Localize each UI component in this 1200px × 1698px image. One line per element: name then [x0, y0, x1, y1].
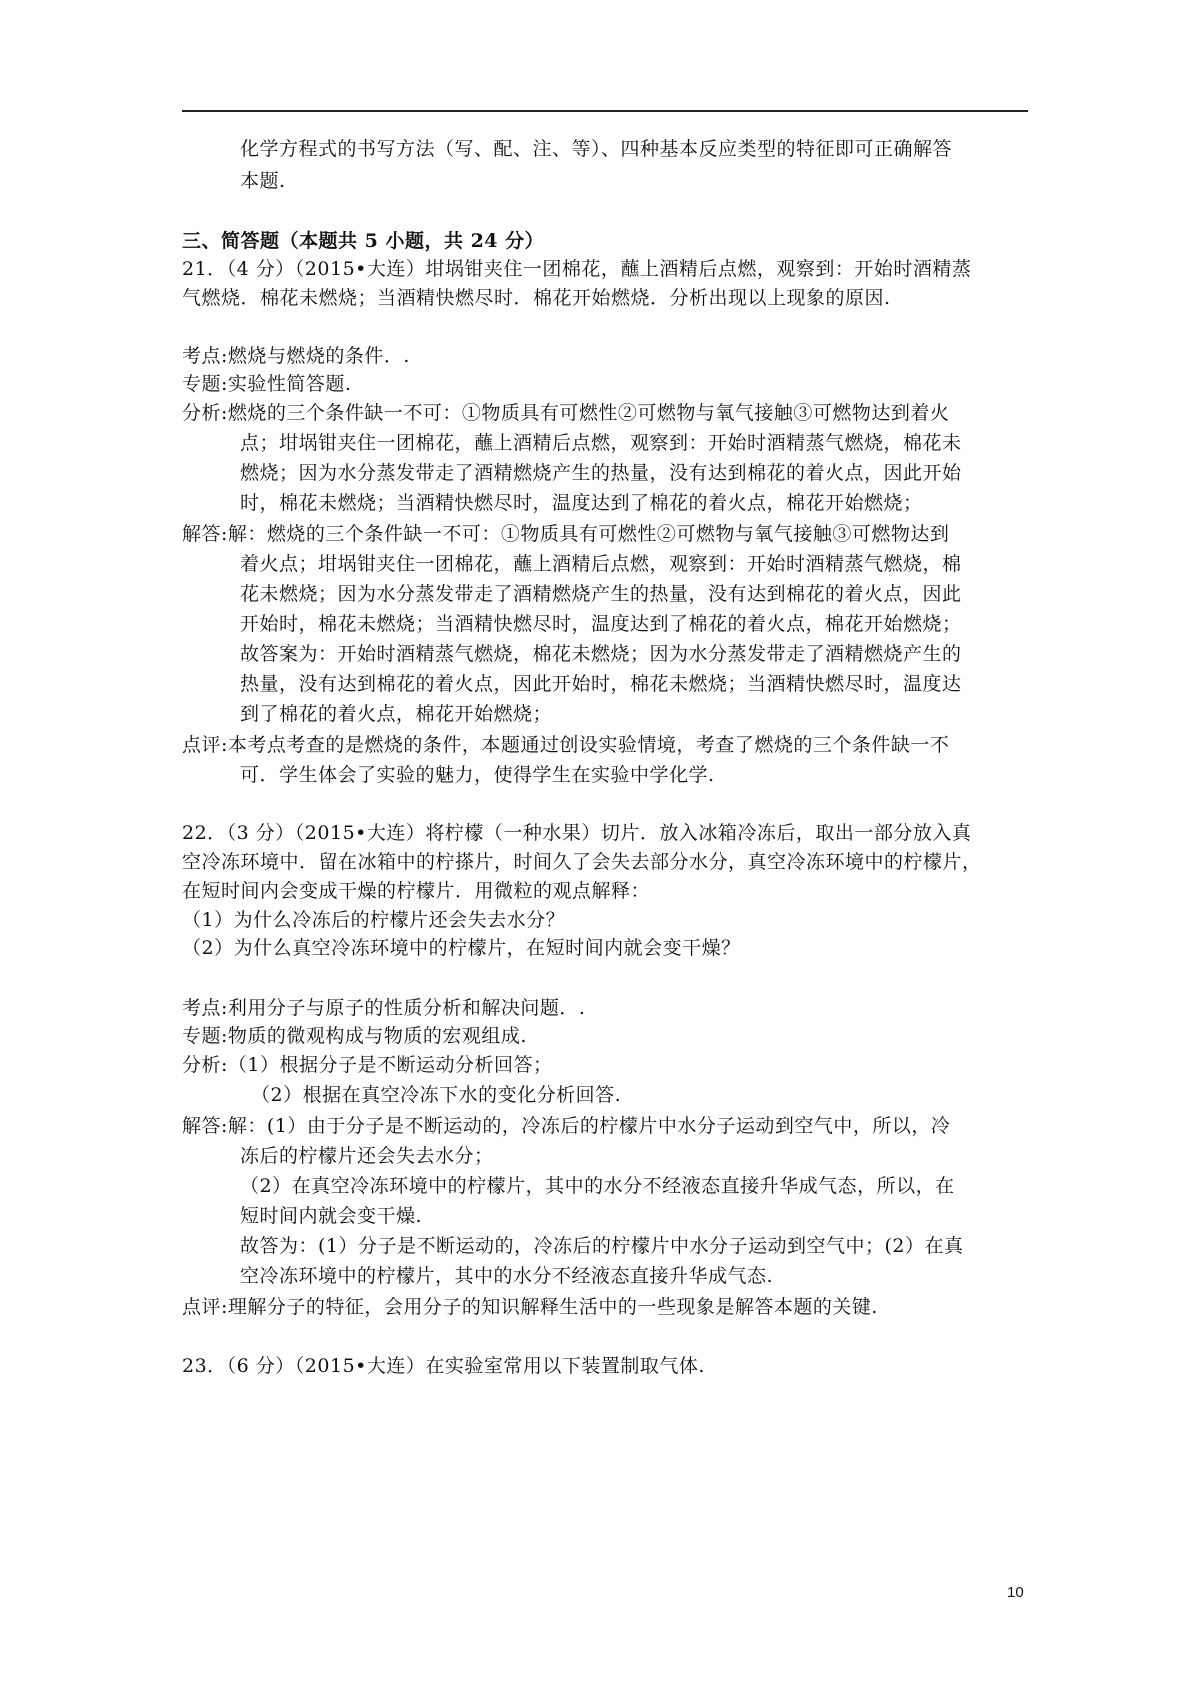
- q22-fenxi: （2）根据在真空冷冻下水的变化分析回答.: [251, 1084, 622, 1106]
- question-22-stem: 空冷冻环境中．留在冰箱中的柠搽片，时间久了会失去部分水分，真空冷冻环境中的柠檬片，: [182, 851, 982, 873]
- q22-jieda: 短时间内就会变干燥.: [240, 1205, 423, 1227]
- continuation-line: 本题.: [240, 170, 286, 192]
- q22-jieda: 故答为：(1）分子是不断运动的，冷冻后的柠檬片中水分子运动到空气中；(2）在真: [240, 1235, 964, 1257]
- q21-zhuanti: 专题:实验性简答题.: [182, 373, 352, 395]
- q21-dianping: 可．学生体会了实验的魅力，使得学生在实验中学化学.: [240, 764, 715, 786]
- q21-jieda: 开始时，棉花未燃烧；当酒精快燃尽时，温度达到了棉花的着火点，棉花开始燃烧；: [240, 613, 962, 635]
- question-23-stem: 23．（6 分）（2015•大连）在实验室常用以下装置制取气体.: [182, 1355, 705, 1377]
- q22-kaodian: 考点:利用分子与原子的性质分析和解决问题．.: [182, 997, 586, 1019]
- q21-jieda: 着火点；坩埚钳夹住一团棉花，蘸上酒精后点燃，观察到：开始时酒精蒸气燃烧，棉: [240, 553, 962, 575]
- section-title: 三、简答题（本题共 5 小题，共 24 分）: [182, 230, 545, 252]
- header-rule: [182, 110, 1028, 112]
- q21-jieda: 解答:解：燃烧的三个条件缺一不可：①物质具有可燃性②可燃物与氧气接触③可燃物达到: [182, 523, 950, 545]
- q22-jieda: （2）在真空冷冻环境中的柠檬片，其中的水分不经液态直接升华成气态，所以，在: [240, 1175, 955, 1197]
- q22-dianping: 点评:理解分子的特征，会用分子的知识解释生活中的一些现象是解答本题的关键.: [182, 1296, 878, 1318]
- q21-kaodian: 考点:燃烧与燃烧的条件．.: [182, 345, 410, 367]
- q21-fenxi: 时，棉花未燃烧；当酒精快燃尽时，温度达到了棉花的着火点，棉花开始燃烧；: [240, 492, 923, 514]
- q21-fenxi: 分析:燃烧的三个条件缺一不可：①物质具有可燃性②可燃物与氧气接触③可燃物达到着火: [182, 402, 950, 424]
- question-22-stem: （1）为什么冷冻后的柠檬片还会失去水分？: [182, 909, 566, 931]
- q22-jieda: 冻后的柠檬片还会失去水分；: [240, 1145, 494, 1167]
- q21-jieda: 故答案为：开始时酒精蒸气燃烧，棉花未燃烧；因为水分蒸发带走了酒精燃烧产生的: [240, 643, 962, 665]
- q21-jieda: 热量，没有达到棉花的着火点，因此开始时，棉花未燃烧；当酒精快燃尽时，温度达: [240, 673, 962, 695]
- question-22-stem: 22．（3 分）（2015•大连）将柠檬（一种水果）切片．放入冰箱冷冻后，取出一部分放入真: [182, 822, 972, 844]
- q22-jieda: 解答:解：(1）由于分子是不断运动的，冷冻后的柠檬片中水分子运动到空气中，所以，冷: [182, 1115, 951, 1137]
- continuation-line: 化学方程式的书写方法（写、配、注、等）、四种基本反应类型的特征即可正确解答: [240, 138, 953, 160]
- q21-fenxi: 点；坩埚钳夹住一团棉花，蘸上酒精后点燃，观察到：开始时酒精蒸气燃烧，棉花未: [240, 432, 962, 454]
- q21-jieda: 到了棉花的着火点，棉花开始燃烧；: [240, 703, 553, 725]
- q21-dianping: 点评:本考点考查的是燃烧的条件，本题通过创设实验情境，考查了燃烧的三个条件缺一不: [182, 734, 950, 756]
- question-21-stem: 21．（4 分）（2015•大连）坩埚钳夹住一团棉花，蘸上酒精后点燃，观察到：开始时酒精蒸: [182, 258, 972, 280]
- question-22-stem: （2）为什么真空冷冻环境中的柠檬片，在短时间内就会变干燥？: [182, 937, 741, 959]
- q21-fenxi: 燃烧；因为水分蒸发带走了酒精燃烧产生的热量，没有达到棉花的着火点，因此开始: [240, 462, 962, 484]
- page-number: 10: [1007, 1584, 1024, 1601]
- question-21-stem: 气燃烧．棉花未燃烧；当酒精快燃尽时．棉花开始燃烧．分析出现以上现象的原因.: [182, 287, 891, 309]
- question-22-stem: 在短时间内会变成干燥的柠檬片．用微粒的观点解释：: [182, 880, 651, 902]
- q22-jieda: 空冷冻环境中的柠檬片，其中的水分不经液态直接升华成气态.: [240, 1265, 774, 1287]
- q21-jieda: 花未燃烧；因为水分蒸发带走了酒精燃烧产生的热量，没有达到棉花的着火点，因此: [240, 583, 962, 605]
- q22-zhuanti: 专题:物质的微观构成与物质的宏观组成.: [182, 1025, 527, 1047]
- q22-fenxi: 分析:（1）根据分子是不断运动分析回答；: [182, 1054, 553, 1076]
